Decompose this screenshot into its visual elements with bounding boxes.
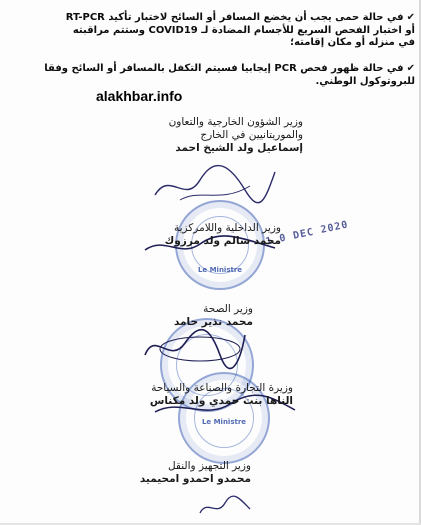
signatory-title: وزير التجهيز والنقل xyxy=(167,460,251,472)
seal-label: Le Ministre xyxy=(201,418,247,426)
date-stamp: 1 0 DEC 2020 xyxy=(264,219,350,248)
check-icon: ✔ xyxy=(406,12,415,23)
signatory-name: محمدو احمدو امحيميد xyxy=(139,473,251,485)
signatory-title: والموريتانيين في الخارج xyxy=(200,129,303,141)
signatory-title: وزير الصحة xyxy=(203,303,253,315)
bullet-fever-test xyxy=(5,12,415,50)
signatory-name: محمد نذير حامد xyxy=(173,316,253,328)
watermark: alakhbar.info xyxy=(96,88,183,104)
bullet-line: أو اختبار الفحص السريع للأجسام المضادة لـ COVID19 وستتم مراقبته xyxy=(72,24,415,36)
signature-5 xyxy=(195,495,255,520)
signatory-name: محمد سالم ولد مرزوك xyxy=(164,235,281,247)
bullet-line: في حالة ظهور فحص PCR إيجابيا فسيتم التكفل بالمسافر أو السائح وفقا xyxy=(44,63,404,74)
check-icon: ✔ xyxy=(406,63,415,74)
signatory-transport xyxy=(140,460,251,486)
signature-3 xyxy=(140,325,250,370)
signatory-name: إسماعيل ولد الشيخ احمد xyxy=(175,142,303,154)
signatory-commerce xyxy=(150,382,293,408)
bullet-line: للبروتوكول الوطني. xyxy=(315,75,415,87)
signatory-title: وزير الداخلية واللامركزية xyxy=(173,222,281,234)
signatory-title: وزير الشؤون الخارجية والتعاون xyxy=(168,116,303,128)
bullet-pcr-positive xyxy=(5,63,415,88)
bullet-line: في منزله أو مكان إقامته؛ xyxy=(290,37,415,48)
seal-label: Le Ministre xyxy=(197,266,243,274)
signatory-foreign-affairs xyxy=(169,116,303,155)
signatory-interior xyxy=(165,222,281,248)
signatory-title: وزيرة التجارة والصناعة والسياحة xyxy=(151,382,293,394)
signature-1 xyxy=(150,160,280,210)
bullet-line: في حالة حمى يجب أن يخضع المسافر أو السائح لاختبار تأكيد RT-PCR xyxy=(65,12,404,23)
signatory-health xyxy=(174,303,253,329)
signatory-name: الناها بنت حمدي ولد مكناس xyxy=(149,395,293,407)
